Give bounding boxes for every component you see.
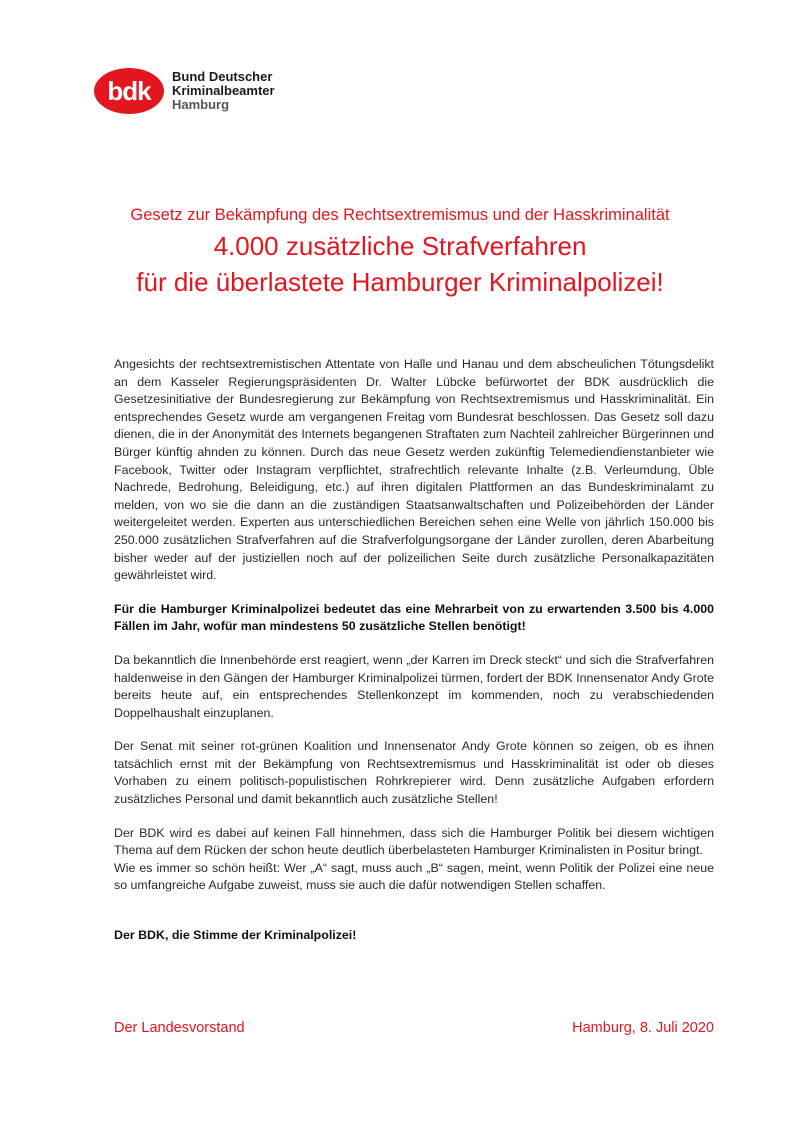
paragraph-saying: Wie es immer so schön heißt: Wer „A“ sagt, muss auch „B“ sagen, meint, wenn Politik der Polizei eine neue so umfangreiche Aufgabe zuweist, muss sie auch die dafür notwendigen Stellen schaffen.	[114, 860, 714, 893]
bdk-logo-text	[172, 70, 275, 112]
press-release-body	[114, 356, 714, 961]
headline-main-line-2: für die überlastete Hamburger Kriminalpolizei!	[136, 267, 664, 297]
signature-place-date: Hamburg, 8. Juli 2020	[572, 1020, 714, 1036]
headline-subtitle: Gesetz zur Bekämpfung des Rechtsextremismus und der Hasskriminalität	[130, 206, 670, 224]
logo-line-2: Kriminalbeamter	[172, 83, 275, 98]
headline-main-line-1: 4.000 zusätzliche Strafverfahren	[213, 231, 587, 261]
logo-line-1: Bund Deutscher	[172, 69, 273, 84]
bdk-logo	[94, 68, 275, 114]
paragraph-slogan: Der BDK, die Stimme der Kriminalpolizei!	[114, 928, 357, 943]
paragraph-senate: Der Senat mit seiner rot-grünen Koalition und Innensenator Andy Grote können so zeigen, ob es ihnen tatsächlich ernst mit der Bekämpfung von Rechtsextremismus und Hasskriminalität ist oder ob dieses Vorhaben zu einem politisch-populistischen Rohrkrepierer wird. Denn zusätzliche Aufgaben erfordern zusätzliches Personal und damit bekanntlich auch zusätzliche Stellen!	[114, 739, 714, 807]
paragraph-position: Der BDK wird es dabei auf keinen Fall hinnehmen, dass sich die Hamburger Politik bei diesem wichtigen Thema auf dem Rücken der schon heute deutlich überbelasteten Hamburger Kriminalisten in Positur bringt.	[114, 825, 714, 858]
bdk-logo-mark: bdk	[94, 68, 164, 114]
signature-footer	[114, 1020, 714, 1036]
paragraph-demand: Da bekanntlich die Innenbehörde erst reagiert, wenn „der Karren im Dreck steckt“ und sich die Strafverfahren haldenweise in den Gängen der Hamburger Kriminalpolizei türmen, fordert der BDK Innensenator Andy Grote bereits heute auf, ein entsprechendes Stellenkonzept im kommenden, noch zu verabschiedenden Doppelhaushalt einzuplanen.	[114, 652, 714, 720]
headline	[0, 202, 800, 300]
logo-line-3: Hamburg	[172, 97, 230, 112]
paragraph-intro: Angesichts der rechtsextremistischen Attentate von Halle und Hanau und dem abscheulichen Tötungsdelikt an dem Kasseler Regierungspräsidenten Dr. Walter Lübcke befürwortet der BDK ausdrücklich die Gesetzesinitiative der Bundesregierung zur Bekämpfung von Rechtsextremismus und Hasskriminalität. Ein entsprechendes Gesetz wurde am vergangenen Freitag vom Bundesrat beschlossen. Das Gesetz soll dazu dienen, die in der Anonymität des Internets begangenen Straftaten zum Nachteil zahlreicher Bürgerinnen und Bürger künftig ahnden zu können. Durch das neue Gesetz werden zukünftig Telemediendienstanbieter wie Facebook, Twitter oder Instagram verpflichtet, strafrechtlich relevante Inhalte (z.B. Verleumdung, Üble Nachrede, Bedrohung, Beleidigung, etc.) auf ihren digitalen Plattformen an das Bundeskriminalamt zu melden, von wo sie die dann an die zuständigen Staatsanwaltschaften und Polizeibehörden der Länder weitergeleitet werden. Experten aus unterschiedlichen Bereichen sehen eine Welle von jährlich 150.000 bis 250.000 zusätzlichen Strafverfahren auf die Strafverfolgungsorgane der Länder zurollen, deren Abarbeitung bisher weder auf der justiziellen noch auf der polizeilichen Seite durch zusätzliche Personalkapazitäten gewährleistet wird.	[114, 357, 714, 583]
paragraph-key-statement: Für die Hamburger Kriminalpolizei bedeutet das eine Mehrarbeit von zu erwartenden 3.500 bis 4.000 Fällen im Jahr, wofür man mindestens 50 zusätzliche Stellen benötigt!	[114, 601, 714, 634]
signature-sender: Der Landesvorstand	[114, 1020, 245, 1036]
